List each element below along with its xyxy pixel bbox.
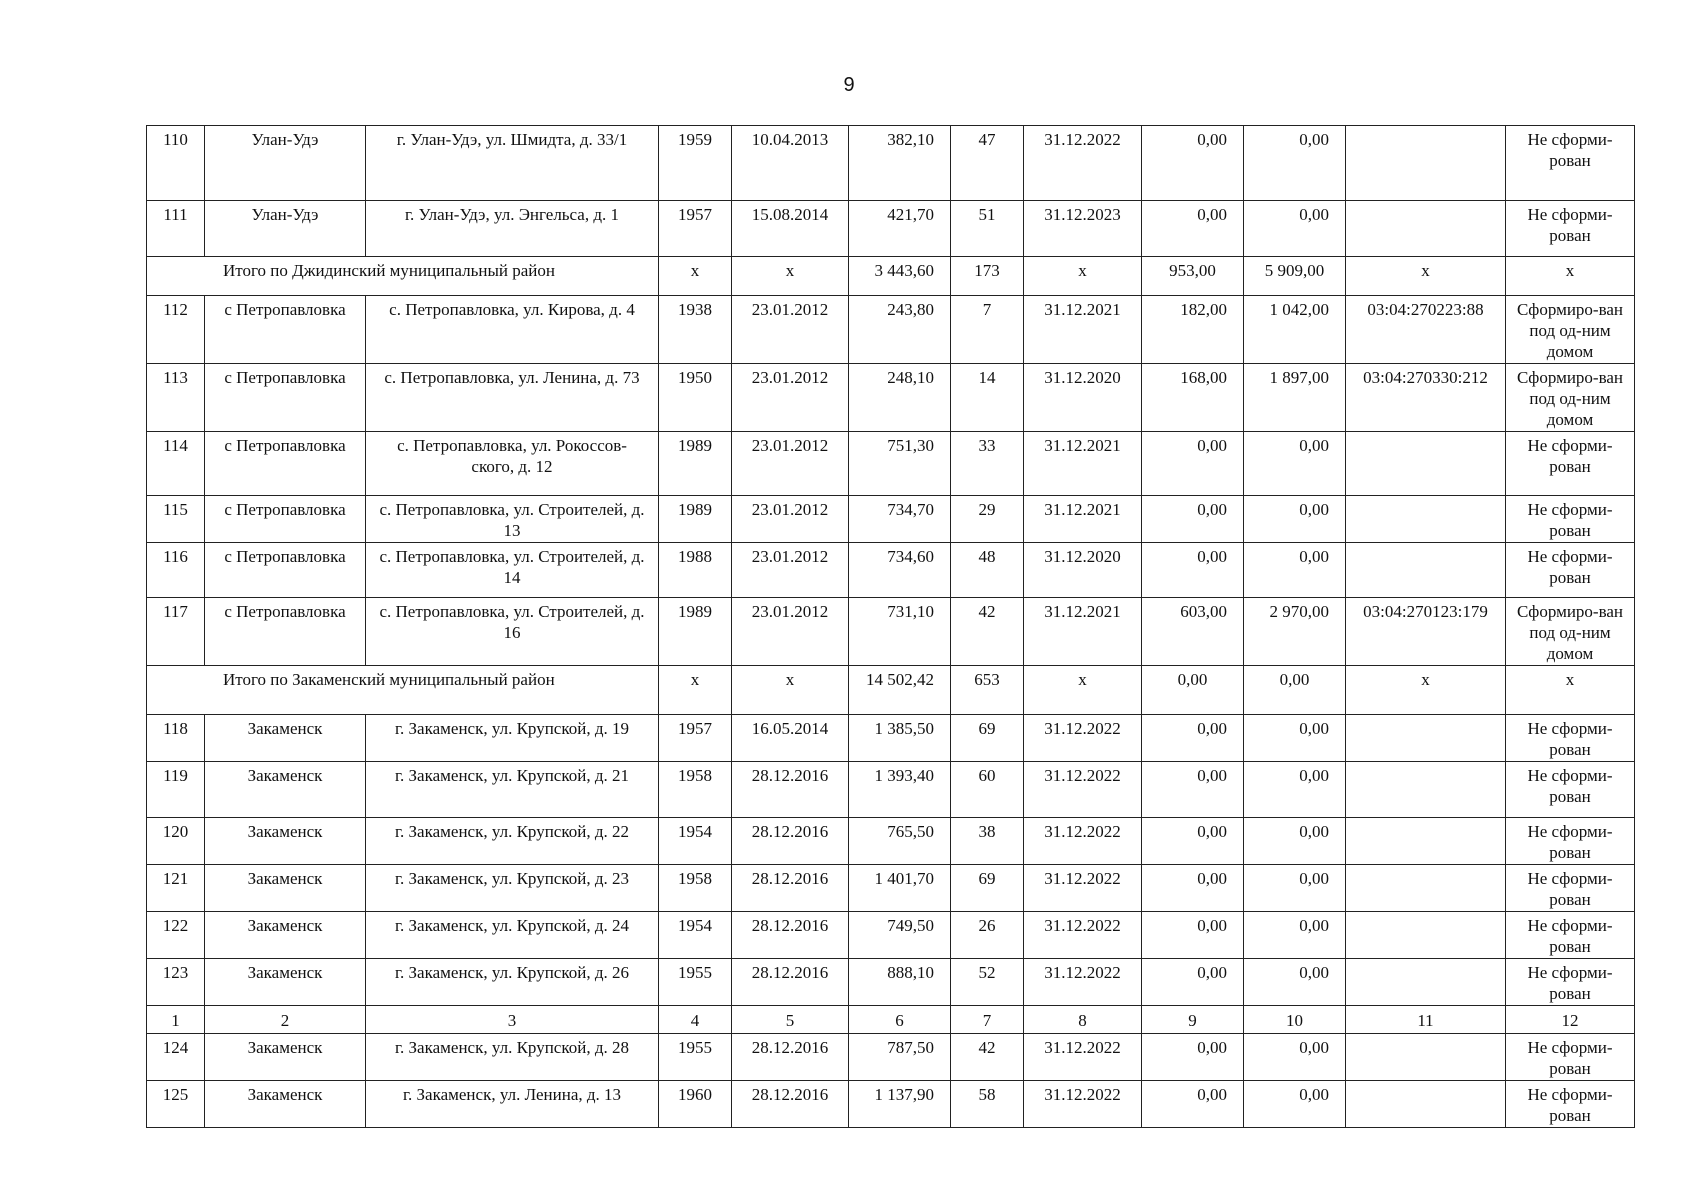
cell-date: 23.01.2012 — [732, 598, 849, 666]
subtotal-cell: х — [1346, 666, 1506, 715]
cell-deadline: 31.12.2022 — [1024, 126, 1142, 201]
cell-status: Не сформи-рован — [1506, 543, 1635, 598]
cell-settlement: с Петропавловка — [205, 296, 366, 364]
cell-row-number: 114 — [147, 432, 205, 496]
cell-residents: 42 — [951, 598, 1024, 666]
subtotal-cell: 14 502,42 — [849, 666, 951, 715]
cell-residents: 7 — [951, 296, 1024, 364]
cell-area: 751,30 — [849, 432, 951, 496]
cell-area: 749,50 — [849, 912, 951, 959]
cell-deadline: 31.12.2022 — [1024, 865, 1142, 912]
cell-address: г. Закаменск, ул. Крупской, д. 21 — [366, 762, 659, 818]
cell-status: Не сформи-рован — [1506, 201, 1635, 257]
cell-cadastral-value: 1 042,00 — [1244, 296, 1346, 364]
cell-date: 23.01.2012 — [732, 496, 849, 543]
column-number: 4 — [659, 1006, 732, 1034]
cell-area: 382,10 — [849, 126, 951, 201]
cell-deadline: 31.12.2022 — [1024, 818, 1142, 865]
cell-date: 23.01.2012 — [732, 364, 849, 432]
cell-settlement: с Петропавловка — [205, 432, 366, 496]
cell-year: 1954 — [659, 912, 732, 959]
cell-cadastral-value: 0,00 — [1244, 715, 1346, 762]
subtotal-cell: х — [659, 257, 732, 296]
cell-residents: 47 — [951, 126, 1024, 201]
cell-cadastral-number: 03:04:270330:212 — [1346, 364, 1506, 432]
cell-status: Сформиро-ван под од-ним домом — [1506, 296, 1635, 364]
cell-area: 765,50 — [849, 818, 951, 865]
cell-land-area: 0,00 — [1142, 432, 1244, 496]
cell-residents: 58 — [951, 1081, 1024, 1128]
cell-date: 23.01.2012 — [732, 296, 849, 364]
cell-address: с. Петропавловка, ул. Рокоссов-ского, д. 12 — [366, 432, 659, 496]
cell-residents: 14 — [951, 364, 1024, 432]
subtotal-title: Итого по Джидинский муниципальный район — [147, 257, 659, 296]
column-number: 6 — [849, 1006, 951, 1034]
cell-date: 15.08.2014 — [732, 201, 849, 257]
cell-year: 1957 — [659, 715, 732, 762]
cell-residents: 42 — [951, 1034, 1024, 1081]
cell-year: 1989 — [659, 496, 732, 543]
cell-land-area: 0,00 — [1142, 865, 1244, 912]
cell-area: 787,50 — [849, 1034, 951, 1081]
cell-cadastral-value: 1 897,00 — [1244, 364, 1346, 432]
cell-cadastral-number — [1346, 715, 1506, 762]
cell-deadline: 31.12.2023 — [1024, 201, 1142, 257]
cell-settlement: Закаменск — [205, 1081, 366, 1128]
column-number: 1 — [147, 1006, 205, 1034]
subtotal-cell: 653 — [951, 666, 1024, 715]
cell-date: 28.12.2016 — [732, 818, 849, 865]
cell-area: 734,60 — [849, 543, 951, 598]
cell-land-area: 168,00 — [1142, 364, 1244, 432]
cell-residents: 69 — [951, 715, 1024, 762]
cell-row-number: 123 — [147, 959, 205, 1006]
cell-address: г. Закаменск, ул. Крупской, д. 26 — [366, 959, 659, 1006]
cell-land-area: 0,00 — [1142, 959, 1244, 1006]
cell-settlement: Закаменск — [205, 865, 366, 912]
cell-cadastral-value: 0,00 — [1244, 865, 1346, 912]
cell-cadastral-number — [1346, 762, 1506, 818]
cell-deadline: 31.12.2022 — [1024, 715, 1142, 762]
column-number: 11 — [1346, 1006, 1506, 1034]
cell-date: 28.12.2016 — [732, 912, 849, 959]
cell-settlement: с Петропавловка — [205, 598, 366, 666]
cell-cadastral-number — [1346, 818, 1506, 865]
subtotal-cell: х — [659, 666, 732, 715]
column-number: 2 — [205, 1006, 366, 1034]
cell-row-number: 125 — [147, 1081, 205, 1128]
cell-residents: 29 — [951, 496, 1024, 543]
cell-cadastral-value: 0,00 — [1244, 496, 1346, 543]
cell-address: с. Петропавловка, ул. Кирова, д. 4 — [366, 296, 659, 364]
subtotal-cell: х — [1024, 257, 1142, 296]
cell-area: 1 137,90 — [849, 1081, 951, 1128]
cell-settlement: Закаменск — [205, 818, 366, 865]
column-number: 9 — [1142, 1006, 1244, 1034]
cell-area: 731,10 — [849, 598, 951, 666]
cell-cadastral-value: 0,00 — [1244, 762, 1346, 818]
cell-status: Не сформи-рован — [1506, 762, 1635, 818]
cell-area: 888,10 — [849, 959, 951, 1006]
cell-row-number: 112 — [147, 296, 205, 364]
table-row — [147, 1034, 1635, 1081]
cell-land-area: 0,00 — [1142, 543, 1244, 598]
cell-cadastral-value: 0,00 — [1244, 912, 1346, 959]
cell-cadastral-value: 0,00 — [1244, 543, 1346, 598]
cell-year: 1988 — [659, 543, 732, 598]
cell-cadastral-number — [1346, 912, 1506, 959]
cell-address: г. Закаменск, ул. Крупской, д. 24 — [366, 912, 659, 959]
cell-status: Не сформи-рован — [1506, 496, 1635, 543]
cell-deadline: 31.12.2021 — [1024, 296, 1142, 364]
cell-address: с. Петропавловка, ул. Ленина, д. 73 — [366, 364, 659, 432]
column-number: 3 — [366, 1006, 659, 1034]
cell-deadline: 31.12.2020 — [1024, 364, 1142, 432]
subtotal-cell: 3 443,60 — [849, 257, 951, 296]
table-row — [147, 126, 1635, 201]
table-row — [147, 865, 1635, 912]
cell-cadastral-value: 0,00 — [1244, 201, 1346, 257]
subtotal-cell: х — [1024, 666, 1142, 715]
cell-address: г. Закаменск, ул. Ленина, д. 13 — [366, 1081, 659, 1128]
cell-residents: 26 — [951, 912, 1024, 959]
table-row — [147, 296, 1635, 364]
cell-cadastral-value: 0,00 — [1244, 126, 1346, 201]
cell-settlement: с Петропавловка — [205, 543, 366, 598]
cell-address: г. Улан-Удэ, ул. Шмидта, д. 33/1 — [366, 126, 659, 201]
cell-residents: 60 — [951, 762, 1024, 818]
cell-date: 16.05.2014 — [732, 715, 849, 762]
cell-status: Сформиро-ван под од-ним домом — [1506, 598, 1635, 666]
table-row — [147, 762, 1635, 818]
cell-land-area: 0,00 — [1142, 1034, 1244, 1081]
cell-deadline: 31.12.2021 — [1024, 432, 1142, 496]
cell-year: 1955 — [659, 1034, 732, 1081]
cell-date: 23.01.2012 — [732, 543, 849, 598]
table-row — [147, 432, 1635, 496]
subtotal-cell: х — [1506, 257, 1635, 296]
subtotal-cell: 0,00 — [1244, 666, 1346, 715]
cell-date: 28.12.2016 — [732, 1081, 849, 1128]
cell-row-number: 116 — [147, 543, 205, 598]
subtotal-cell: 953,00 — [1142, 257, 1244, 296]
cell-address: с. Петропавловка, ул. Строителей, д. 14 — [366, 543, 659, 598]
cell-row-number: 121 — [147, 865, 205, 912]
cell-status: Не сформи-рован — [1506, 912, 1635, 959]
table-body — [147, 126, 1635, 1128]
cell-land-area: 0,00 — [1142, 912, 1244, 959]
cell-area: 734,70 — [849, 496, 951, 543]
cell-cadastral-value: 0,00 — [1244, 1034, 1346, 1081]
cell-year: 1955 — [659, 959, 732, 1006]
cell-cadastral-number — [1346, 1081, 1506, 1128]
cell-row-number: 118 — [147, 715, 205, 762]
cell-cadastral-number — [1346, 865, 1506, 912]
cell-address: г. Закаменск, ул. Крупской, д. 23 — [366, 865, 659, 912]
cell-cadastral-number — [1346, 1034, 1506, 1081]
column-number: 12 — [1506, 1006, 1635, 1034]
cell-cadastral-number — [1346, 126, 1506, 201]
cell-address: с. Петропавловка, ул. Строителей, д. 13 — [366, 496, 659, 543]
cell-year: 1957 — [659, 201, 732, 257]
cell-address: г. Улан-Удэ, ул. Энгельса, д. 1 — [366, 201, 659, 257]
cell-year: 1958 — [659, 865, 732, 912]
cell-cadastral-value: 0,00 — [1244, 959, 1346, 1006]
cell-residents: 33 — [951, 432, 1024, 496]
cell-cadastral-number: 03:04:270123:179 — [1346, 598, 1506, 666]
cell-deadline: 31.12.2022 — [1024, 959, 1142, 1006]
cell-row-number: 122 — [147, 912, 205, 959]
cell-status: Не сформи-рован — [1506, 818, 1635, 865]
table-row — [147, 818, 1635, 865]
subtotal-row — [147, 257, 1635, 296]
table-row — [147, 912, 1635, 959]
cell-status: Не сформи-рован — [1506, 432, 1635, 496]
page-number: 9 — [843, 74, 855, 96]
cell-settlement: Улан-Удэ — [205, 126, 366, 201]
cell-address: с. Петропавловка, ул. Строителей, д. 16 — [366, 598, 659, 666]
cell-settlement: Закаменск — [205, 912, 366, 959]
cell-address: г. Закаменск, ул. Крупской, д. 28 — [366, 1034, 659, 1081]
cell-cadastral-value: 0,00 — [1244, 1081, 1346, 1128]
column-number: 7 — [951, 1006, 1024, 1034]
column-number-row — [147, 1006, 1635, 1034]
cell-year: 1950 — [659, 364, 732, 432]
cell-row-number: 113 — [147, 364, 205, 432]
cell-land-area: 0,00 — [1142, 715, 1244, 762]
cell-row-number: 110 — [147, 126, 205, 201]
subtotal-cell: 173 — [951, 257, 1024, 296]
cell-deadline: 31.12.2021 — [1024, 496, 1142, 543]
cell-area: 243,80 — [849, 296, 951, 364]
cell-residents: 51 — [951, 201, 1024, 257]
subtotal-cell: х — [1346, 257, 1506, 296]
cell-land-area: 603,00 — [1142, 598, 1244, 666]
cell-deadline: 31.12.2022 — [1024, 912, 1142, 959]
cell-land-area: 0,00 — [1142, 818, 1244, 865]
cell-area: 421,70 — [849, 201, 951, 257]
cell-cadastral-value: 0,00 — [1244, 432, 1346, 496]
cell-year: 1960 — [659, 1081, 732, 1128]
cell-date: 10.04.2013 — [732, 126, 849, 201]
cell-land-area: 0,00 — [1142, 1081, 1244, 1128]
cell-land-area: 0,00 — [1142, 201, 1244, 257]
cell-land-area: 0,00 — [1142, 126, 1244, 201]
cell-date: 23.01.2012 — [732, 432, 849, 496]
column-number: 5 — [732, 1006, 849, 1034]
cell-deadline: 31.12.2020 — [1024, 543, 1142, 598]
cell-year: 1954 — [659, 818, 732, 865]
cell-year: 1989 — [659, 432, 732, 496]
cell-deadline: 31.12.2022 — [1024, 762, 1142, 818]
cell-year: 1938 — [659, 296, 732, 364]
cell-settlement: Закаменск — [205, 1034, 366, 1081]
table-row — [147, 201, 1635, 257]
cell-row-number: 119 — [147, 762, 205, 818]
cell-year: 1989 — [659, 598, 732, 666]
cell-status: Не сформи-рован — [1506, 126, 1635, 201]
cell-address: г. Закаменск, ул. Крупской, д. 19 — [366, 715, 659, 762]
cell-settlement: с Петропавловка — [205, 496, 366, 543]
cell-cadastral-number — [1346, 201, 1506, 257]
cell-deadline: 31.12.2022 — [1024, 1034, 1142, 1081]
cell-row-number: 124 — [147, 1034, 205, 1081]
cell-date: 28.12.2016 — [732, 959, 849, 1006]
cell-address: г. Закаменск, ул. Крупской, д. 22 — [366, 818, 659, 865]
cell-cadastral-number — [1346, 959, 1506, 1006]
cell-settlement: Закаменск — [205, 762, 366, 818]
table-row — [147, 364, 1635, 432]
column-number: 8 — [1024, 1006, 1142, 1034]
cell-status: Не сформи-рован — [1506, 865, 1635, 912]
cell-residents: 52 — [951, 959, 1024, 1006]
table-row — [147, 959, 1635, 1006]
table-row — [147, 543, 1635, 598]
subtotal-cell: х — [732, 666, 849, 715]
table-row — [147, 496, 1635, 543]
cell-cadastral-number — [1346, 543, 1506, 598]
subtotal-cell: х — [732, 257, 849, 296]
cell-cadastral-number: 03:04:270223:88 — [1346, 296, 1506, 364]
cell-status: Не сформи-рован — [1506, 1081, 1635, 1128]
cell-status: Не сформи-рован — [1506, 715, 1635, 762]
cell-deadline: 31.12.2022 — [1024, 1081, 1142, 1128]
cell-area: 1 401,70 — [849, 865, 951, 912]
cell-year: 1958 — [659, 762, 732, 818]
cell-area: 1 393,40 — [849, 762, 951, 818]
cell-cadastral-number — [1346, 496, 1506, 543]
cell-cadastral-number — [1346, 432, 1506, 496]
table-row — [147, 598, 1635, 666]
cell-cadastral-value: 2 970,00 — [1244, 598, 1346, 666]
cell-area: 248,10 — [849, 364, 951, 432]
cell-row-number: 120 — [147, 818, 205, 865]
cell-land-area: 182,00 — [1142, 296, 1244, 364]
cell-status: Сформиро-ван под од-ним домом — [1506, 364, 1635, 432]
housing-register-table — [146, 125, 1635, 1128]
cell-date: 28.12.2016 — [732, 865, 849, 912]
cell-residents: 69 — [951, 865, 1024, 912]
cell-date: 28.12.2016 — [732, 1034, 849, 1081]
cell-status: Не сформи-рован — [1506, 1034, 1635, 1081]
cell-deadline: 31.12.2021 — [1024, 598, 1142, 666]
subtotal-title: Итого по Закаменский муниципальный район — [147, 666, 659, 715]
cell-row-number: 111 — [147, 201, 205, 257]
subtotal-row — [147, 666, 1635, 715]
cell-settlement: Закаменск — [205, 715, 366, 762]
subtotal-cell: 5 909,00 — [1244, 257, 1346, 296]
cell-residents: 48 — [951, 543, 1024, 598]
cell-settlement: Закаменск — [205, 959, 366, 1006]
cell-land-area: 0,00 — [1142, 496, 1244, 543]
cell-date: 28.12.2016 — [732, 762, 849, 818]
cell-residents: 38 — [951, 818, 1024, 865]
cell-settlement: с Петропавловка — [205, 364, 366, 432]
cell-status: Не сформи-рован — [1506, 959, 1635, 1006]
cell-row-number: 117 — [147, 598, 205, 666]
subtotal-cell: 0,00 — [1142, 666, 1244, 715]
subtotal-cell: х — [1506, 666, 1635, 715]
table-row — [147, 715, 1635, 762]
cell-settlement: Улан-Удэ — [205, 201, 366, 257]
cell-cadastral-value: 0,00 — [1244, 818, 1346, 865]
cell-area: 1 385,50 — [849, 715, 951, 762]
cell-year: 1959 — [659, 126, 732, 201]
column-number: 10 — [1244, 1006, 1346, 1034]
cell-land-area: 0,00 — [1142, 762, 1244, 818]
table-row — [147, 1081, 1635, 1128]
cell-row-number: 115 — [147, 496, 205, 543]
